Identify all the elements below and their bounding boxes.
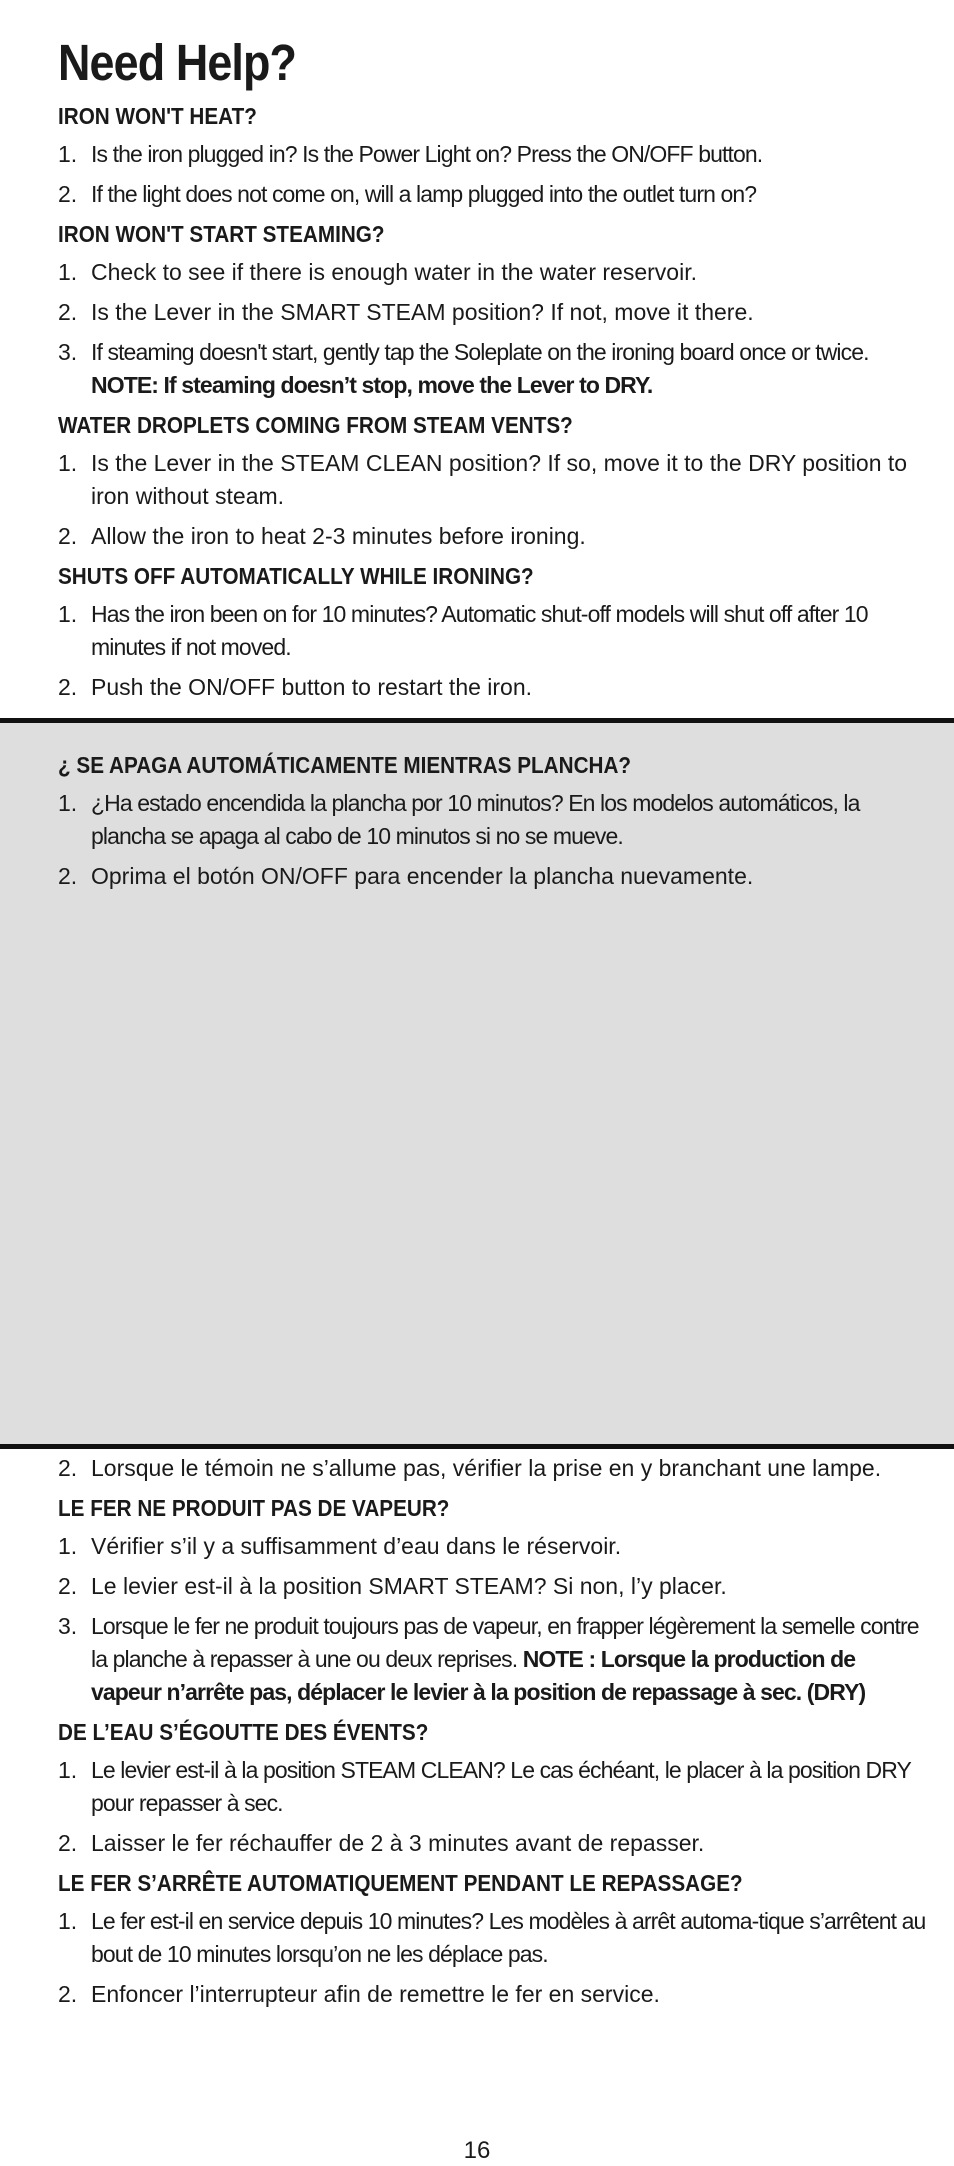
note-text: NOTE: If steaming doesn’t stop, move the Lever to DRY. — [91, 372, 653, 398]
list-item: 2. Le levier est-il à la position SMART STEAM? Si non, l’y placer. — [58, 1573, 727, 1599]
list-fer-s-arrete — [58, 1905, 926, 2011]
list-iron-wont-heat — [58, 138, 926, 211]
list-item: 2. Allow the iron to heat 2-3 minutes before ironing. — [58, 523, 586, 549]
list-item: 1. ¿Ha estado encendida la plancha por 10 minutos? En los modelos automáticos, la plancha se apaga al cabo de 10 minutos si no se mueve. — [58, 790, 860, 849]
french-help-section — [58, 1452, 926, 2018]
list-water-droplets — [58, 447, 926, 553]
list-item: 2. If the light does not come on, will a lamp plugged into the outlet turn on? — [58, 181, 757, 207]
list-french-intro — [58, 1452, 926, 1485]
list-item: 2. Laisser le fer réchauffer de 2 à 3 minutes avant de repasser. — [58, 1830, 705, 1856]
spanish-help-section — [58, 745, 926, 900]
spanish-section-band — [0, 718, 954, 1449]
heading-pas-de-vapeur: LE FER NE PRODUIT PAS DE VAPEUR? — [58, 1495, 450, 1521]
list-item: 3. Lorsque le fer ne produit toujours pas de vapeur, en frapper légèrement la semelle contre la planche à repasser à une ou deux reprises. NOTE : Lorsque la production de vapeur n’arrête pas, déplacer le levier à la position de repassage à sec. (DRY) — [58, 1613, 919, 1705]
list-item: 1. Check to see if there is enough water in the water reservoir. — [58, 259, 697, 285]
list-item: 2. Push the ON/OFF button to restart the iron. — [58, 674, 533, 700]
heading-fer-s-arrete: LE FER S’ARRÊTE AUTOMATIQUEMENT PENDANT LE REPASSAGE? — [58, 1870, 743, 1896]
list-item: 1. Has the iron been on for 10 minutes? Automatic shut-off models will shut off after 10 minutes if not moved. — [58, 601, 868, 660]
list-shuts-off — [58, 598, 926, 704]
list-eau-egoutte — [58, 1754, 926, 1860]
list-pas-de-vapeur — [58, 1530, 926, 1709]
heading-iron-wont-steam: IRON WON'T START STEAMING? — [58, 221, 385, 247]
list-item: 2. Is the Lever in the SMART STEAM position? If not, move it there. — [58, 299, 754, 325]
list-item: 1. Le fer est-il en service depuis 10 minutes? Les modèles à arrêt automa-tique s’arrêtent au bout de 10 minutes lorsqu’on ne les déplace pas. — [58, 1908, 926, 1967]
list-item: 2. Lorsque le témoin ne s’allume pas, vérifier la prise en y branchant une lampe. — [58, 1455, 882, 1481]
page-number: 16 — [463, 2137, 491, 2164]
page-title: Need Help? — [58, 34, 297, 91]
list-se-apaga — [58, 787, 926, 893]
heading-iron-wont-heat: IRON WON'T HEAT? — [58, 103, 257, 129]
heading-se-apaga: ¿ SE APAGA AUTOMÁTICAMENTE MIENTRAS PLANCHA? — [58, 752, 632, 778]
heading-water-droplets: WATER DROPLETS COMING FROM STEAM VENTS? — [58, 412, 573, 438]
list-iron-wont-steam — [58, 256, 926, 402]
list-item: 1. Vérifier s’il y a suffisamment d’eau dans le réservoir. — [58, 1533, 622, 1559]
english-help-section — [58, 22, 926, 711]
list-item: 1. Is the Lever in the STEAM CLEAN position? If so, move it to the DRY position to iron without steam. — [58, 450, 908, 509]
list-item: 3. If steaming doesn't start, gently tap the Soleplate on the ironing board once or twice. NOTE: If steaming doesn’t stop, move the Lever to DRY. — [58, 339, 869, 398]
list-item: 1. Le levier est-il à la position STEAM CLEAN? Le cas échéant, le placer à la position DRY pour repasser à sec. — [58, 1757, 911, 1816]
list-item: 1. Is the iron plugged in? Is the Power Light on? Press the ON/OFF button. — [58, 141, 763, 167]
heading-shuts-off: SHUTS OFF AUTOMATICALLY WHILE IRONING? — [58, 563, 534, 589]
list-item: 2. Oprima el botón ON/OFF para encender la plancha nuevamente. — [58, 863, 754, 889]
heading-eau-egoutte: DE L’EAU S’ÉGOUTTE DES ÉVENTS? — [58, 1719, 429, 1745]
note-text: NOTE : Lorsque la production de vapeur n’arrête pas, déplacer le levier à la position de repassage à sec. (DRY) — [91, 1646, 866, 1705]
list-item: 2. Enfoncer l’interrupteur afin de remettre le fer en service. — [58, 1981, 660, 2007]
